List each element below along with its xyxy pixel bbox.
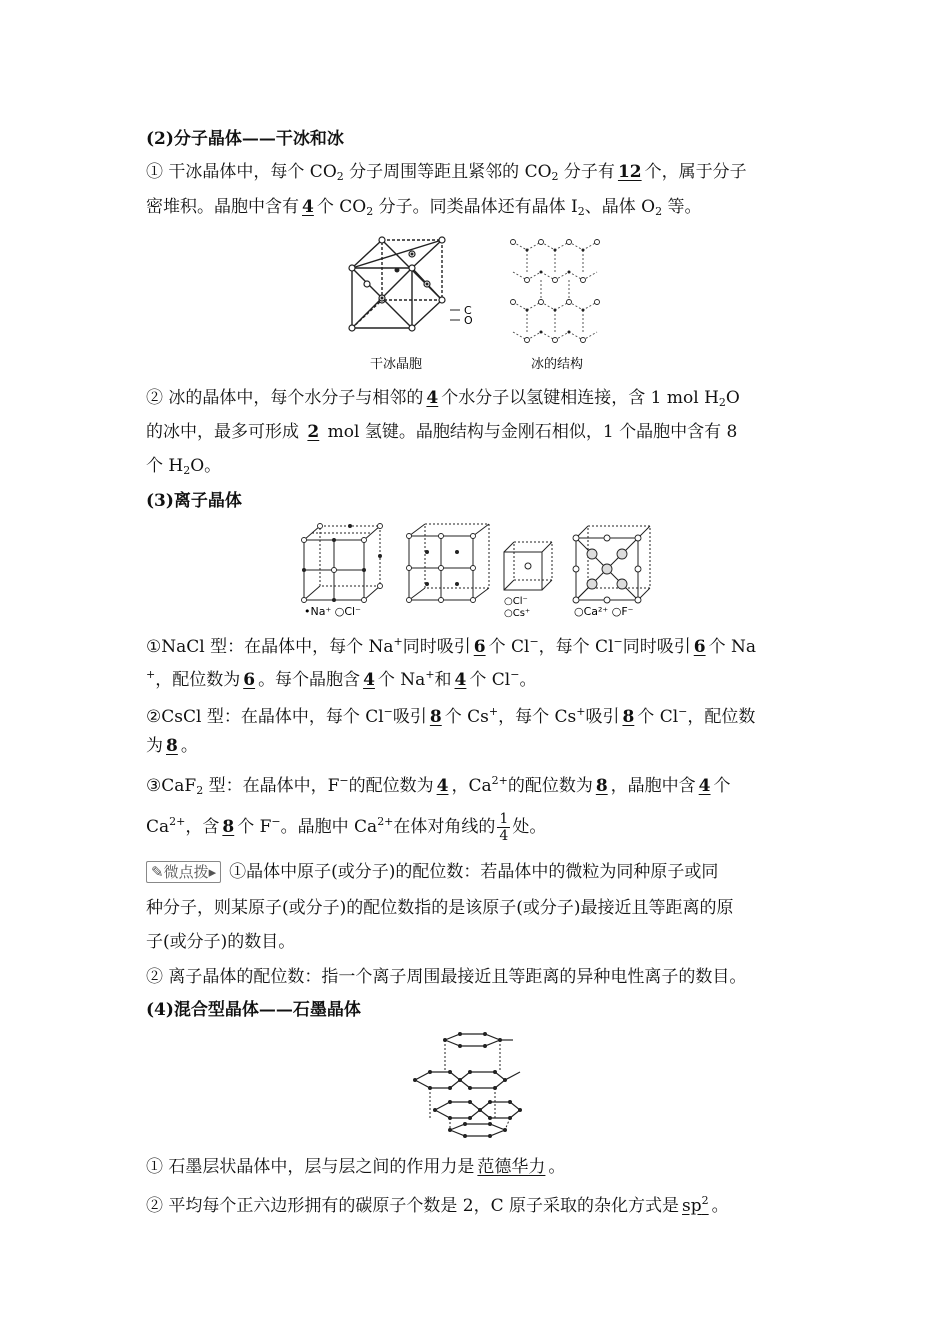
paragraph-ice-2: 的冰中，最多可形成 2 mol 氢键。晶胞结构与金刚石相似，1 个晶胞中含有 8: [146, 422, 738, 442]
cscl-lattice-figure: [405, 520, 495, 615]
answer-blank: 8: [622, 707, 635, 727]
paragraph-ice-3: 个 $H_2O$。: [146, 456, 222, 477]
dry-ice-unit-cell-figure: [340, 228, 485, 378]
section-heading-ionic-crystal: (3)离子晶体: [146, 491, 242, 511]
answer-blank: 8: [429, 707, 442, 727]
answer-blank: 4: [302, 197, 314, 217]
answer-blank: 4: [363, 670, 375, 690]
legend-cscl-cl: ○Cl⁻: [504, 596, 528, 607]
answer-blank: 6: [243, 670, 256, 690]
paragraph-caf2-1: ③CaF$_2$ 型：在晶体中，F−的配位数为 4 ，$Ca^{2+}$的配位数为 8 ，晶胞中含 4 个: [146, 774, 731, 797]
paragraph-cscl-1: ②CsCl 型：在晶体中，每个 Cl−吸引 8 个 Cs+，每个 Cs+吸引 8 个 Cl−，配位数: [146, 705, 756, 727]
paragraph-caf2-2: $Ca^{2+}$，含 8 个 F−。晶胞中 $Ca^{2+}$在体对角线的 $\frac{1}{4}$ 处。: [146, 811, 547, 844]
legend-caf2: ○Ca²⁺ ○F⁻: [574, 605, 634, 618]
answer-blank: 6: [473, 637, 486, 657]
cscl-unit-cell-figure: [498, 538, 558, 618]
fraction-one-quarter: $\frac{1}{4}$: [499, 811, 509, 844]
tip-line-4: ② 离子晶体的配位数：指一个离子周围最接近且等距离的异种电性离子的数目。: [146, 967, 747, 987]
answer-blank: 4: [698, 776, 711, 796]
tip-line-3: 子(或分子)的数目。: [146, 932, 296, 952]
fig-label-oxygen: O: [464, 314, 473, 327]
answer-blank: 4: [436, 776, 449, 796]
fig-label-carbon: C: [464, 304, 472, 317]
ice-structure-figure: [505, 232, 615, 378]
paragraph-nacl-2: +，配位数为 6 。每个晶胞含 4 个 Na+和 4 个 Cl−。: [146, 668, 537, 690]
tip-line-1: ✎微点拨▸ ①晶体中原子(或分子)的配位数：若晶体中的微粒为同种原子或同: [146, 860, 718, 884]
answer-blank: 4: [454, 670, 467, 690]
answer-blank: 4: [426, 388, 439, 408]
fig-caption-dry-ice: 干冰晶胞: [370, 357, 423, 372]
caf2-lattice-figure: [572, 522, 657, 618]
paragraph-dry-ice-1: ① 干冰晶体中，每个 $CO_2$ 分子周围等距且紧邻的 $CO_2$ 分子有 12 个，属于分子: [146, 162, 747, 183]
section-heading-molecular-crystal: (2)分子晶体——干冰和冰: [146, 129, 344, 149]
answer-blank: 2: [307, 422, 320, 442]
answer-blank: 8: [166, 736, 178, 756]
answer-blank: 12: [617, 162, 642, 182]
answer-blank: $sp^2$: [682, 1194, 709, 1216]
tip-line-2: 种分子，则某原子(或分子)的配位数指的是该原子(或分子)最接近且等距离的原: [146, 898, 734, 918]
paragraph-dry-ice-2: 密堆积。晶胞中含有 4 个 $CO_2$ 分子。同类晶体还有晶体 $I_2$、晶体 $O_2$ 等。: [146, 197, 702, 218]
paragraph-graphite-2: ② 平均每个正六边形拥有的碳原子个数是 2，C 原子采取的杂化方式是 $sp^2$ 。: [146, 1194, 729, 1216]
legend-nacl: •Na⁺ ○Cl⁻: [304, 605, 361, 618]
tip-badge: ✎微点拨▸: [146, 861, 221, 883]
nacl-lattice-figure: [300, 522, 385, 618]
fig-caption-ice: 冰的结构: [531, 357, 584, 372]
section-heading-mixed-crystal: (4)混合型晶体——石墨晶体: [146, 1000, 361, 1020]
legend-cscl-cs: ○Cs⁺: [504, 608, 531, 618]
paragraph-graphite-1: ① 石墨层状晶体中，层与层之间的作用力是 范德华力 。: [146, 1157, 566, 1177]
answer-blank: 8: [595, 776, 608, 796]
paragraph-nacl-1: ①NaCl 型：在晶体中，每个 Na+同时吸引 6 个 Cl−，每个 Cl−同时吸引 6 个 Na: [146, 635, 756, 657]
paragraph-cscl-2: 为 8 。: [146, 736, 198, 756]
graphite-structure-figure: [405, 1030, 535, 1145]
paragraph-ice-1: ② 冰的晶体中，每个水分子与相邻的 4 个水分子以氢键相连接，含 1 mol $H_2O$: [146, 388, 740, 409]
answer-blank: 8: [222, 817, 235, 837]
answer-blank: 6: [693, 637, 706, 657]
answer-blank: 范德华力: [477, 1157, 546, 1177]
